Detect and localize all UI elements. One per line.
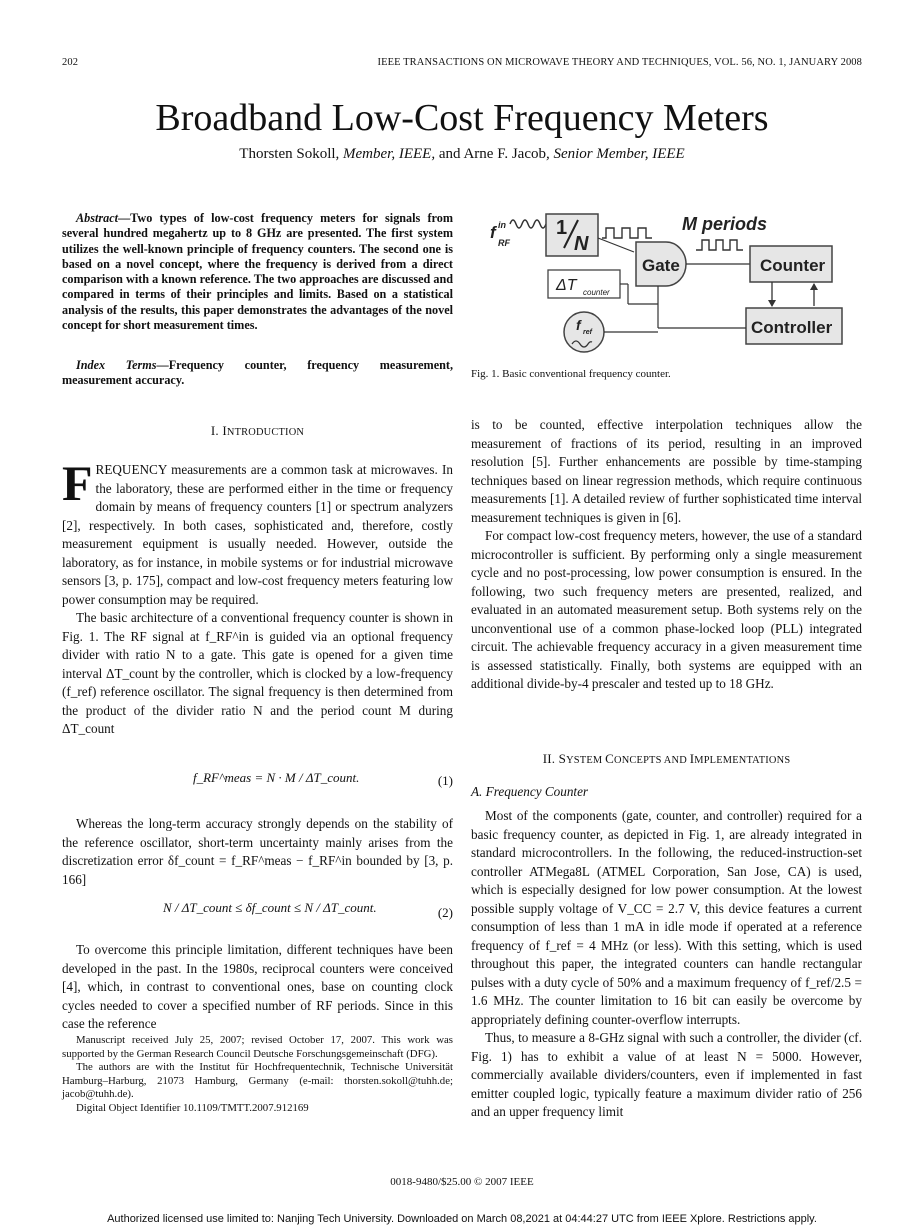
intro-paragraph-1	[62, 455, 453, 609]
index-terms-label: Index Terms	[76, 358, 157, 372]
license-banner: Authorized licensed use limited to: Nanjing Tech University. Downloaded on March 08,2021 at 04:44:27 UTC from IEEE Xplore. Restrictions apply.	[107, 1213, 817, 1225]
section-1-number: I.	[210, 423, 223, 438]
divider-box	[546, 214, 598, 256]
intro-p1-text: REQUENCY measurements are a common task at microwaves. In the laboratory, these are performed either in the time or frequency domain by means of frequency counters [1] or spectrum analyzers [2], respectively. In both cases, sophisticated and, therefore, costly measurement equipment is usually needed. However, outside the laboratory, as for instance, in mobile systems or for industrial microwave sensors [3, p. 175], compact and low-cost frequency meters featuring low power consumption may be required.	[62, 462, 453, 607]
m-periods-label: M periods	[682, 214, 768, 234]
abstract	[62, 211, 453, 333]
copyright-line: 0018-9480/$25.00 © 2007 IEEE	[390, 1176, 534, 1188]
subsection-a-heading: A. Frequency Counter	[471, 784, 589, 799]
left-column-text-2	[62, 815, 453, 889]
figure-1-diagram	[488, 206, 848, 358]
index-terms-text: —Frequency counter, frequency measurement, measurement accuracy.	[62, 358, 453, 388]
footnote-doi: Digital Object Identifier 10.1109/TMTT.2007.912169	[76, 1101, 309, 1114]
input-wave-icon	[510, 220, 546, 228]
gated-signal-icon	[696, 240, 743, 250]
paper-title: Broadband Low-Cost Frequency Meters	[155, 97, 769, 139]
journal-header: IEEE TRANSACTIONS ON MICROWAVE THEORY AND TECHNIQUES, VOL. 56, NO. 1, JANUARY 2008	[377, 57, 862, 68]
divided-signal-icon	[602, 228, 652, 238]
equation-1-number: (1)	[437, 773, 453, 788]
section-1-rest: NTRODUCTION	[226, 427, 305, 438]
abstract-text: —Two types of low-cost frequency meters for signals from several hundred megahertz up to 8 GHz are presented. The first system utilizes the well-known principle of frequency counters. The second one is based on a novel concept, where the frequency is derived from a direct comparison with a known reference. The two approaches are discussed and compared in terms of their principles and limits. Based on a statistical analysis of the results, this paper demonstrates the advantages of the novel concept for short measurement times.	[62, 211, 453, 333]
footnote-affiliation: The authors are with the Institut für Hochfrequentechnik, Technische Universität Hamburg–Harburg, 21073 Hamburg, Germany (e-mail: thorsten.sokoll@tuhh.de; jacob@tuhh.de).	[62, 1061, 453, 1100]
section-2-heading	[471, 751, 862, 767]
right-paragraph-3: Most of the components (gate, counter, and controller) required for a basic frequency counter, as depicted in Fig. 1, are already integrated in standard microcontrollers. In the following, the reduced-instruction-set controller ATMega8L (ATMEL Corporation, San Jose, CA) is used, which is especially designed for low power consumption. At the lowest possible supply voltage of V_CC = 2.7 V, this device features a current consumption of less than 1 mA in idle mode if operated at a reference frequency of f_ref = 4 MHz (or less). With this setting, which is used throughout this paper, the integrated counters can handle rectangular pulses with a duty cycle of 50% and a maximum frequency of f_ref/2.5 = 1.6 MHz. The counter limitation to 16 bit can easily be overcome by appropriately defining counter-overflow interrupts.	[471, 808, 862, 1027]
author-and: and	[438, 146, 461, 162]
section-2-mpl: MPLEMENTATIONS	[694, 755, 791, 766]
right-column-text	[471, 416, 862, 694]
section-2-ystem: YSTEM	[566, 755, 606, 766]
equation-2-number: (2)	[437, 905, 453, 920]
input-rf-sub: RF	[498, 238, 510, 248]
section-2-i: I	[689, 751, 695, 766]
section-2-s: S	[558, 751, 567, 766]
section-1-cap: I	[222, 423, 227, 438]
figure-caption: Fig. 1. Basic conventional frequency counter.	[471, 368, 671, 380]
equation-2: N / ΔT_count ≤ δf_count ≤ N / ΔT_count.	[163, 900, 377, 915]
controller-label: Controller	[751, 318, 833, 337]
divider-denominator: N	[574, 233, 589, 255]
divider-numerator: 1	[556, 217, 568, 239]
intro-paragraph-4: To overcome this principle limitation, different techniques have been developed in the past. In the 1980s, reciprocal counters were conceived [4], which, in contrast to conventional ones, base on counting clock cycles needed to cover a specified number of RF periods. Since in this case the reference	[62, 942, 453, 1031]
section-2-c: C	[605, 751, 614, 766]
author-line	[0, 146, 924, 163]
delta-t-sub: counter	[583, 288, 610, 297]
right-paragraph-2: For compact low-cost frequency meters, however, the use of a standard microcontroller is sufficient. By performing only a single measurement cycle and no post-processing, low power consumption is ensured. In the following, two such frequency meters are presented, realized, and evaluated in an automated measurement setup. Both systems rely on the unconventional use of a common phase-locked loop (PLL) integrated circuit. The achievable frequency accuracy in a given measurement time is assessed statistically. Finally, both systems are equipped with an additional divide-by-4 prescaler and tested up to 18 GHz.	[471, 528, 862, 691]
section-2-number: II.	[542, 751, 559, 766]
author-1-role: , Member, IEEE,	[335, 146, 436, 162]
intro-paragraph-3: Whereas the long-term accuracy strongly depends on the stability of the reference oscillator, short-term uncertainty mainly arises from the discretization error δf_count = f_RF^meas − f_RF^in bounded by [3, p. 166]	[62, 816, 453, 887]
dropcap: F	[62, 455, 93, 511]
author-2-role: , Senior Member, IEEE	[545, 146, 685, 162]
input-f-label: f	[490, 223, 496, 242]
footnote-manuscript: Manuscript received July 25, 2007; revised October 17, 2007. This work was supported by the German Research Council Deutsche Forschungsgemeinschaft (DFG).	[62, 1034, 453, 1060]
left-column-text	[62, 455, 453, 739]
delta-t-label: ΔT	[556, 277, 577, 294]
index-terms	[62, 358, 453, 389]
gate-label: Gate	[642, 256, 680, 275]
ref-sub: ref	[583, 329, 592, 336]
section-1-heading	[62, 423, 453, 439]
equation-1: f_RF^meas = N · M / ΔT_count.	[193, 770, 360, 785]
ref-f-label: f	[576, 317, 581, 333]
right-column-text-2	[471, 807, 862, 1122]
page-number: 202	[62, 57, 79, 68]
input-in-sup: in	[498, 220, 506, 230]
left-column-text-3	[62, 941, 453, 1034]
right-paragraph-4: Thus, to measure a 8-GHz signal with such a controller, the divider (cf. Fig. 1) has to exhibit a value of at least N = 5000. However, commercially available dividers/counters, even if implemented in fast emitter coupled logic, typically feature a maximum divider ratio of 256 and an upper frequency limit	[471, 1030, 862, 1119]
right-paragraph-1: is to be counted, effective interpolation techniques allow the measurement of fractions of its period, resulting in an improved resolution [5]. Further enhancements are possible by time-stamping techniques based on linear regression methods, which require continuous measurements [1]. A detailed review of further sophisticated time interval measurement techniques is given in [6].	[471, 417, 862, 525]
counter-label: Counter	[760, 256, 826, 275]
author-1: Thorsten Sokoll	[239, 146, 336, 162]
intro-paragraph-2: The basic architecture of a conventional frequency counter is shown in Fig. 1. The RF signal at f_RF^in is guided via an optional frequency divider with ratio N to a gate. This gate is opened for a given time interval ΔT_count by the controller, which is clocked by a low-frequency (f_ref) reference oscillator. The signal frequency is then determined from the product of the divider ratio N and the period count M during ΔT_count	[62, 610, 453, 736]
section-2-oncepts: ONCEPTS AND	[613, 755, 690, 766]
footnotes	[62, 1034, 453, 1115]
abstract-label: Abstract	[76, 211, 118, 225]
author-2: Arne F. Jacob	[463, 146, 546, 162]
